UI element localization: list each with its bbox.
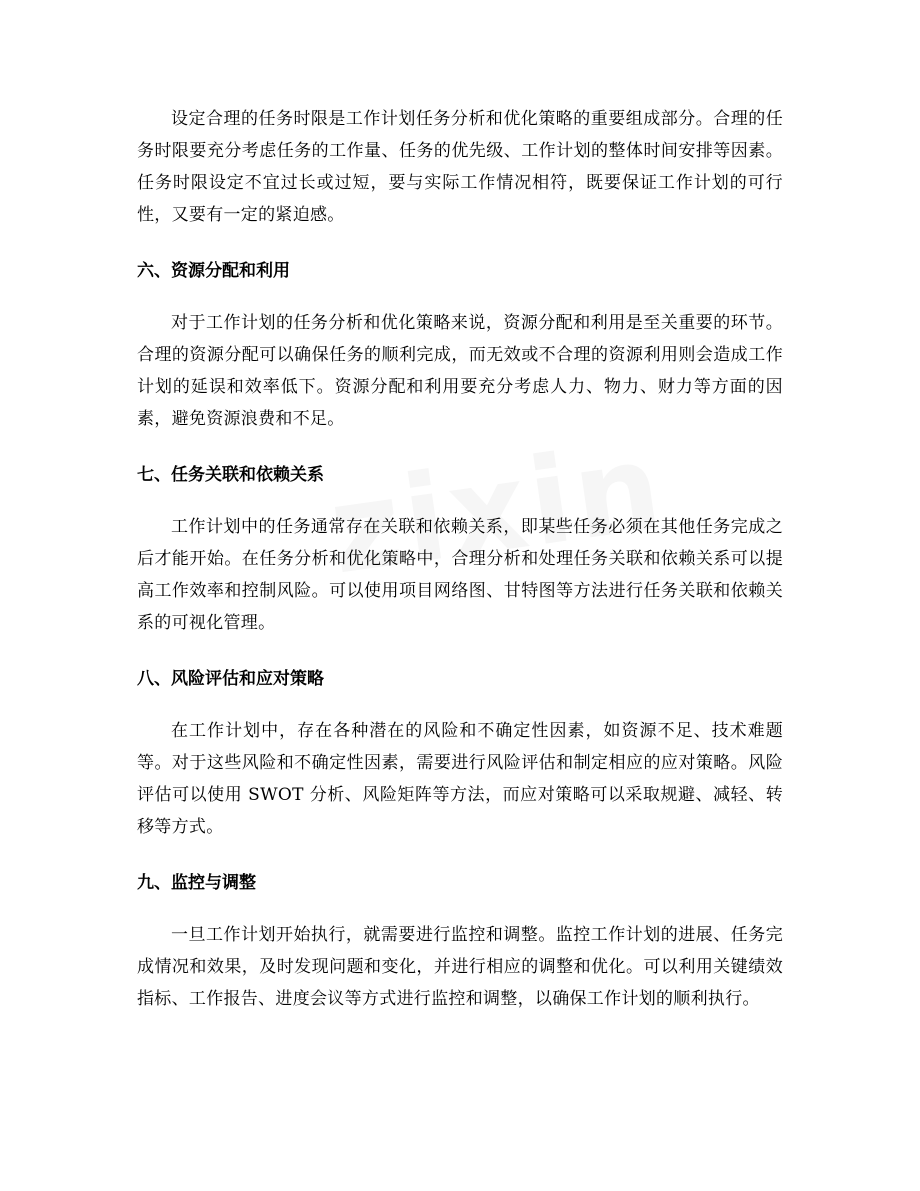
section-body-6: 对于工作计划的任务分析和优化策略来说，资源分配和利用是至关重要的环节。合理的资源分配可以确保任务的顺利完成，而无效或不合理的资源利用则会造成工作计划的延误和效率低下。资源分配和利用要充分考虑人力、物力、财力等方面的因素，避免资源浪费和不足。 [137, 313, 783, 429]
section-body-8: 在工作计划中，存在各种潜在的风险和不确定性因素，如资源不足、技术难题等。对于这些风险和不确定性因素，需要进行风险评估和制定相应的应对策略。风险评估可以使用 SWOT 分析、风险矩阵等方法，而应对策略可以采取规避、减轻、转移等方式。 [137, 721, 783, 837]
intro-paragraph: 设定合理的任务时限是工作计划任务分析和优化策略的重要组成部分。合理的任务时限要充分考虑任务的工作量、任务的优先级、工作计划的整体时间安排等因素。任务时限设定不宜过长或过短，要与实际工作情况相符，既要保证工作计划的可行性，又要有一定的紧迫感。 [137, 109, 783, 225]
section-body-7: 工作计划中的任务通常存在关联和依赖关系，即某些任务必须在其他任务完成之后才能开始。在任务分析和优化策略中，合理分析和处理任务关联和依赖关系可以提高工作效率和控制风险。可以使用项目网络图、甘特图等方法进行任务关联和依赖关系的可视化管理。 [137, 517, 783, 633]
section-body-9: 一旦工作计划开始执行，就需要进行监控和调整。监控工作计划的进展、任务完成情况和效果，及时发现问题和变化，并进行相应的调整和优化。可以利用关键绩效指标、工作报告、进度会议等方式进行监控和调整，以确保工作计划的顺利执行。 [137, 925, 783, 1009]
document-body [137, 103, 783, 1015]
section-heading-8: 八、风险评估和应对策略 [137, 669, 324, 689]
section-heading-6: 六、资源分配和利用 [137, 261, 290, 281]
section-heading-7: 七、任务关联和依赖关系 [137, 465, 324, 485]
section-heading-9: 九、监控与调整 [137, 873, 256, 893]
